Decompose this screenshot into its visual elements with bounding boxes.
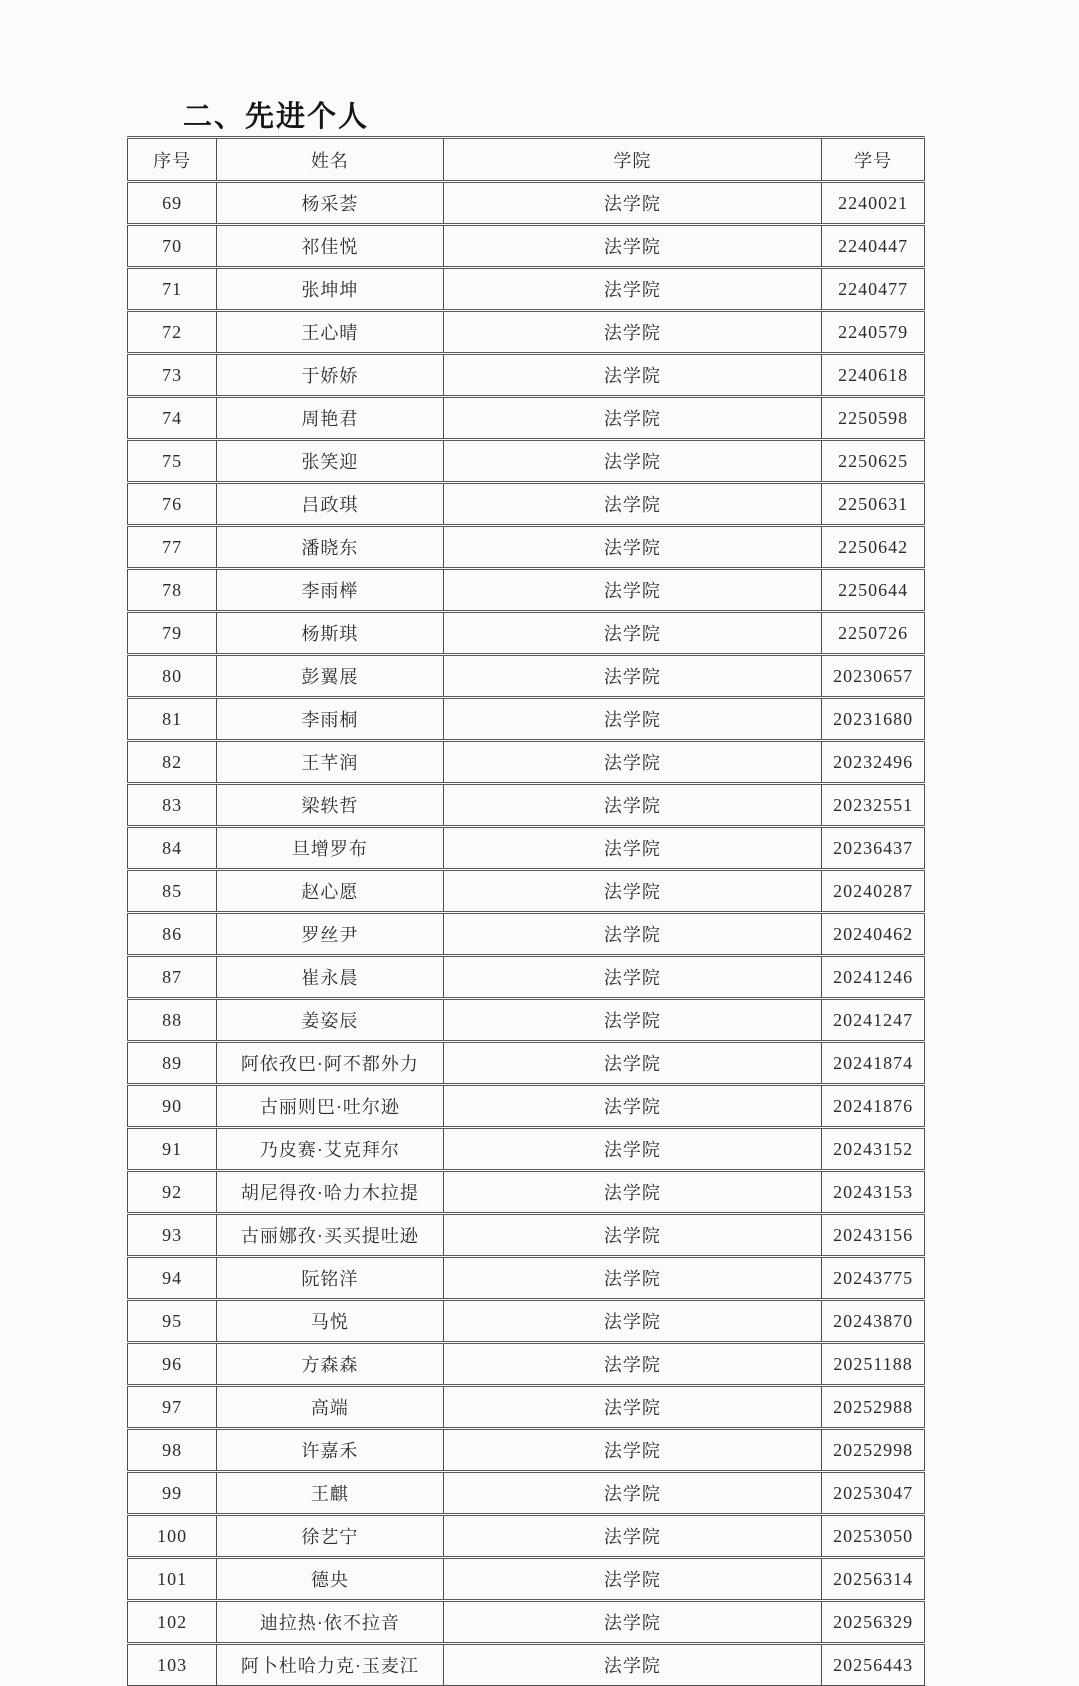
cell-student-id: 2250642 [822, 526, 925, 569]
cell-student-id: 2240618 [822, 354, 925, 397]
cell-student-id: 20243870 [822, 1300, 925, 1343]
cell-index: 91 [128, 1128, 217, 1171]
cell-college: 法学院 [443, 655, 822, 698]
cell-index: 69 [128, 182, 217, 225]
cell-college: 法学院 [443, 483, 822, 526]
cell-college: 法学院 [443, 1085, 822, 1128]
table-row [128, 311, 925, 354]
cell-college: 法学院 [443, 569, 822, 612]
col-header-index: 序号 [128, 138, 217, 182]
table-row [128, 182, 925, 225]
table-row [128, 1343, 925, 1386]
table-row [128, 225, 925, 268]
cell-index: 70 [128, 225, 217, 268]
cell-name: 杨斯琪 [217, 612, 443, 655]
cell-student-id: 2250644 [822, 569, 925, 612]
table-row [128, 1644, 925, 1686]
cell-student-id: 2240579 [822, 311, 925, 354]
cell-college: 法学院 [443, 1171, 822, 1214]
cell-index: 76 [128, 483, 217, 526]
cell-name: 杨采荟 [217, 182, 443, 225]
cell-index: 97 [128, 1386, 217, 1429]
table-row [128, 354, 925, 397]
cell-index: 88 [128, 999, 217, 1042]
cell-student-id: 20256314 [822, 1558, 925, 1601]
cell-student-id: 20256329 [822, 1601, 925, 1644]
cell-name: 古丽则巴·吐尔逊 [217, 1085, 443, 1128]
table-row [128, 1085, 925, 1128]
cell-name: 王心晴 [217, 311, 443, 354]
cell-college: 法学院 [443, 698, 822, 741]
col-header-college: 学院 [443, 138, 822, 182]
cell-index: 89 [128, 1042, 217, 1085]
table-row [128, 913, 925, 956]
cell-college: 法学院 [443, 1257, 822, 1300]
cell-student-id: 20243775 [822, 1257, 925, 1300]
table-row [128, 827, 925, 870]
table-row [128, 956, 925, 999]
cell-name: 胡尼得孜·哈力木拉提 [217, 1171, 443, 1214]
cell-college: 法学院 [443, 1472, 822, 1515]
cell-name: 罗丝尹 [217, 913, 443, 956]
cell-name: 崔永晨 [217, 956, 443, 999]
cell-student-id: 2250631 [822, 483, 925, 526]
cell-name: 王芊润 [217, 741, 443, 784]
cell-student-id: 20253050 [822, 1515, 925, 1558]
cell-index: 72 [128, 311, 217, 354]
cell-student-id: 2240477 [822, 268, 925, 311]
table-row [128, 1257, 925, 1300]
cell-college: 法学院 [443, 225, 822, 268]
table-row [128, 870, 925, 913]
table-row [128, 440, 925, 483]
cell-student-id: 20230657 [822, 655, 925, 698]
cell-name: 方森森 [217, 1343, 443, 1386]
cell-name: 李雨榉 [217, 569, 443, 612]
table-row [128, 1472, 925, 1515]
section-title: 二、先进个人 [183, 101, 370, 133]
table-row [128, 1128, 925, 1171]
table-row [128, 655, 925, 698]
cell-index: 79 [128, 612, 217, 655]
cell-student-id: 20252988 [822, 1386, 925, 1429]
cell-name: 王麒 [217, 1472, 443, 1515]
cell-name: 张笑迎 [217, 440, 443, 483]
cell-name: 徐艺宁 [217, 1515, 443, 1558]
cell-name: 吕政琪 [217, 483, 443, 526]
cell-index: 82 [128, 741, 217, 784]
cell-index: 94 [128, 1257, 217, 1300]
table-row [128, 526, 925, 569]
cell-student-id: 20232551 [822, 784, 925, 827]
cell-college: 法学院 [443, 1601, 822, 1644]
cell-student-id: 2240021 [822, 182, 925, 225]
cell-index: 103 [128, 1644, 217, 1686]
cell-index: 73 [128, 354, 217, 397]
cell-index: 83 [128, 784, 217, 827]
cell-college: 法学院 [443, 1515, 822, 1558]
cell-student-id: 2250726 [822, 612, 925, 655]
col-header-student-id: 学号 [822, 138, 925, 182]
cell-student-id: 20236437 [822, 827, 925, 870]
cell-student-id: 20253047 [822, 1472, 925, 1515]
cell-student-id: 20243152 [822, 1128, 925, 1171]
cell-college: 法学院 [443, 1386, 822, 1429]
cell-student-id: 2250598 [822, 397, 925, 440]
cell-college: 法学院 [443, 440, 822, 483]
cell-student-id: 20231680 [822, 698, 925, 741]
cell-index: 71 [128, 268, 217, 311]
cell-student-id: 2240447 [822, 225, 925, 268]
cell-index: 85 [128, 870, 217, 913]
cell-name: 祁佳悦 [217, 225, 443, 268]
table-row [128, 397, 925, 440]
cell-index: 100 [128, 1515, 217, 1558]
cell-college: 法学院 [443, 1214, 822, 1257]
col-header-name: 姓名 [217, 138, 443, 182]
table-row [128, 1429, 925, 1472]
cell-college: 法学院 [443, 956, 822, 999]
cell-index: 75 [128, 440, 217, 483]
cell-name: 马悦 [217, 1300, 443, 1343]
cell-index: 81 [128, 698, 217, 741]
cell-student-id: 20241246 [822, 956, 925, 999]
cell-student-id: 2250625 [822, 440, 925, 483]
cell-index: 87 [128, 956, 217, 999]
table-row [128, 483, 925, 526]
table-row [128, 1042, 925, 1085]
table-row [128, 1601, 925, 1644]
cell-index: 96 [128, 1343, 217, 1386]
cell-index: 98 [128, 1429, 217, 1472]
cell-name: 阿卜杜哈力克·玉麦江 [217, 1644, 443, 1686]
cell-index: 84 [128, 827, 217, 870]
cell-college: 法学院 [443, 1644, 822, 1686]
table-row [128, 1386, 925, 1429]
cell-college: 法学院 [443, 268, 822, 311]
cell-student-id: 20241874 [822, 1042, 925, 1085]
cell-name: 乃皮赛·艾克拜尔 [217, 1128, 443, 1171]
cell-index: 80 [128, 655, 217, 698]
cell-index: 90 [128, 1085, 217, 1128]
cell-index: 93 [128, 1214, 217, 1257]
cell-name: 赵心愿 [217, 870, 443, 913]
cell-college: 法学院 [443, 999, 822, 1042]
table-row [128, 1171, 925, 1214]
cell-college: 法学院 [443, 784, 822, 827]
cell-index: 102 [128, 1601, 217, 1644]
cell-student-id: 20240287 [822, 870, 925, 913]
table-row [128, 1515, 925, 1558]
advanced-individuals-table [127, 136, 925, 1686]
cell-student-id: 20256443 [822, 1644, 925, 1686]
cell-student-id: 20240462 [822, 913, 925, 956]
cell-college: 法学院 [443, 182, 822, 225]
cell-index: 92 [128, 1171, 217, 1214]
table-row [128, 612, 925, 655]
table-row [128, 698, 925, 741]
table-row [128, 569, 925, 612]
cell-student-id: 20243153 [822, 1171, 925, 1214]
cell-name: 阮铭洋 [217, 1257, 443, 1300]
cell-college: 法学院 [443, 354, 822, 397]
cell-name: 德央 [217, 1558, 443, 1601]
cell-name: 高端 [217, 1386, 443, 1429]
cell-index: 86 [128, 913, 217, 956]
table-row [128, 741, 925, 784]
cell-index: 74 [128, 397, 217, 440]
table-row [128, 1300, 925, 1343]
table-header-row [128, 138, 925, 182]
cell-college: 法学院 [443, 1558, 822, 1601]
cell-college: 法学院 [443, 1042, 822, 1085]
cell-name: 于娇娇 [217, 354, 443, 397]
cell-name: 阿依孜巴·阿不都外力 [217, 1042, 443, 1085]
cell-student-id: 20251188 [822, 1343, 925, 1386]
cell-college: 法学院 [443, 1128, 822, 1171]
cell-college: 法学院 [443, 311, 822, 354]
cell-college: 法学院 [443, 1343, 822, 1386]
cell-name: 梁轶哲 [217, 784, 443, 827]
table-row [128, 1214, 925, 1257]
cell-index: 95 [128, 1300, 217, 1343]
table-row [128, 268, 925, 311]
cell-index: 77 [128, 526, 217, 569]
cell-college: 法学院 [443, 913, 822, 956]
cell-student-id: 20241247 [822, 999, 925, 1042]
cell-college: 法学院 [443, 1429, 822, 1472]
cell-college: 法学院 [443, 1300, 822, 1343]
cell-name: 潘晓东 [217, 526, 443, 569]
cell-index: 99 [128, 1472, 217, 1515]
cell-name: 李雨桐 [217, 698, 443, 741]
cell-name: 周艳君 [217, 397, 443, 440]
cell-name: 古丽娜孜·买买提吐逊 [217, 1214, 443, 1257]
cell-college: 法学院 [443, 827, 822, 870]
cell-name: 彭翼展 [217, 655, 443, 698]
table-body [128, 182, 925, 1686]
cell-name: 许嘉禾 [217, 1429, 443, 1472]
cell-index: 78 [128, 569, 217, 612]
table-row [128, 1558, 925, 1601]
cell-student-id: 20232496 [822, 741, 925, 784]
cell-student-id: 20241876 [822, 1085, 925, 1128]
table-row [128, 999, 925, 1042]
cell-name: 姜姿辰 [217, 999, 443, 1042]
cell-college: 法学院 [443, 612, 822, 655]
cell-student-id: 20252998 [822, 1429, 925, 1472]
table-row [128, 784, 925, 827]
cell-name: 迪拉热·依不拉音 [217, 1601, 443, 1644]
cell-college: 法学院 [443, 397, 822, 440]
cell-name: 张坤坤 [217, 268, 443, 311]
cell-college: 法学院 [443, 870, 822, 913]
cell-student-id: 20243156 [822, 1214, 925, 1257]
cell-index: 101 [128, 1558, 217, 1601]
cell-college: 法学院 [443, 526, 822, 569]
cell-college: 法学院 [443, 741, 822, 784]
cell-name: 旦增罗布 [217, 827, 443, 870]
